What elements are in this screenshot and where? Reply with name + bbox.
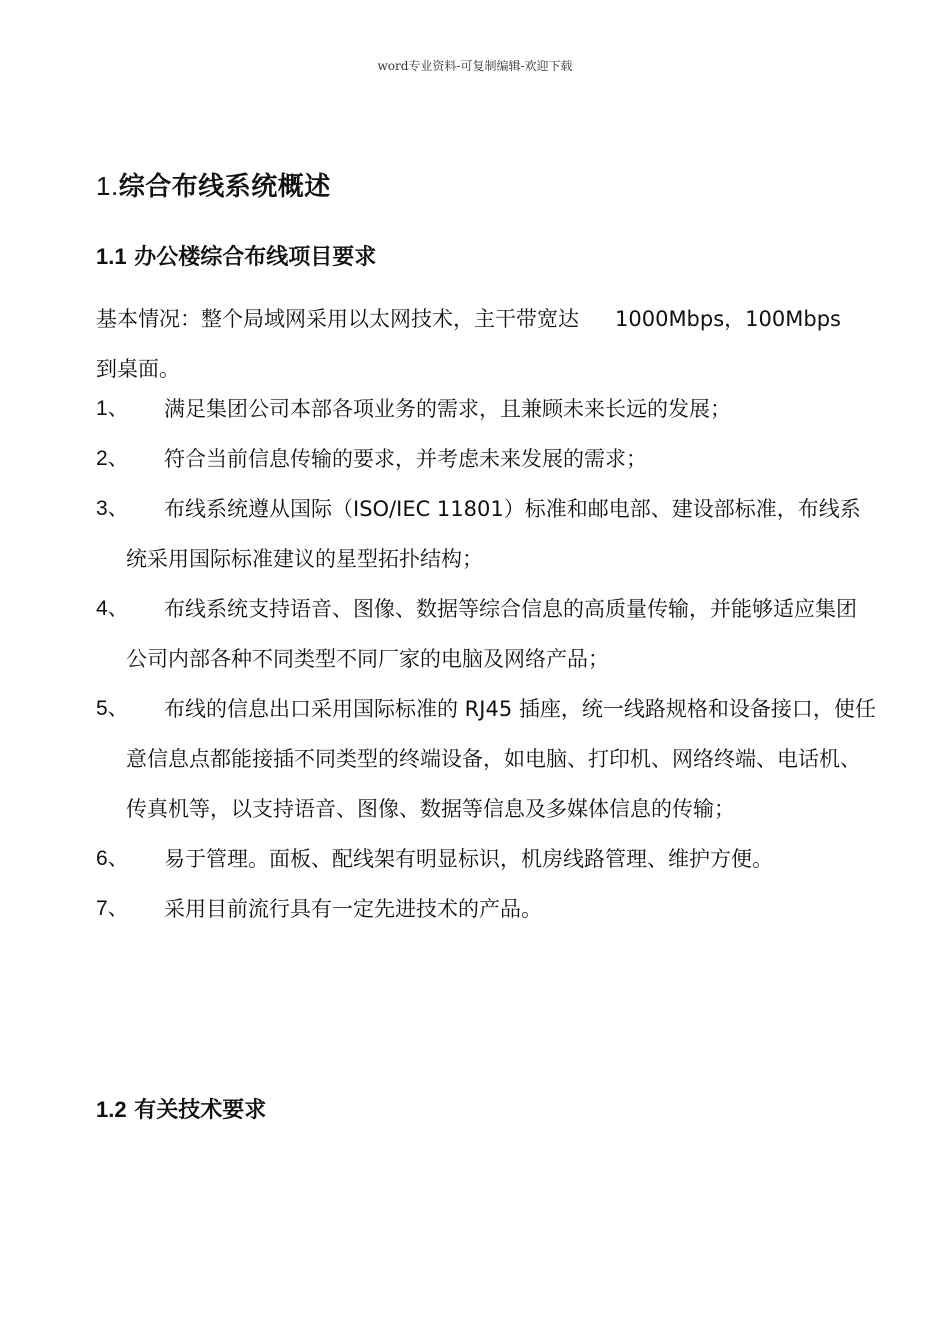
- intro-paragraph: [96, 294, 856, 394]
- list-item: [96, 484, 876, 584]
- section-1-2-heading: [96, 1093, 266, 1124]
- section-1-heading: [96, 166, 331, 203]
- list-item: [96, 834, 876, 884]
- list-item: [96, 884, 876, 934]
- list-item-text: 满足集团公司本部各项业务的需求，且兼顾未来长远的发展；: [164, 397, 731, 421]
- requirements-list: [96, 384, 876, 934]
- list-item-text: 符合当前信息传输的要求，并考虑未来发展的需求；: [164, 447, 647, 471]
- list-item-number: 2、: [96, 447, 129, 470]
- page-header-note: word专业资料-可复制编辑-欢迎下载: [377, 59, 573, 73]
- list-item-number: 7、: [96, 897, 129, 920]
- list-item: [96, 434, 876, 484]
- section-1-2-number: 1.2: [96, 1097, 127, 1122]
- list-item-text: 易于管理。面板、配线架有明显标识，机房线路管理、维护方便。: [164, 847, 773, 871]
- section-1-2-title: 有关技术要求: [126, 1098, 267, 1123]
- list-item-text: 布线的信息出口采用国际标准的 RJ45 插座，统一线路规格和设备接口，使任意信息点都能接插不同类型的终端设备，如电脑、打印机、网络终端、电话机、传真机等，以支持语音、图像、数据等信息及多媒体信息的传输；: [126, 697, 876, 821]
- list-item: [96, 684, 876, 834]
- section-1-number: 1.: [96, 171, 119, 201]
- intro-text-part1: 基本情况：整个局域网采用以太网技术，主干带宽达: [96, 307, 579, 331]
- list-item-text: 采用目前流行具有一定先进技术的产品。: [164, 897, 542, 921]
- list-item-number: 6、: [96, 847, 129, 870]
- list-item: [96, 584, 876, 684]
- list-item-text: 布线系统支持语音、图像、数据等综合信息的高质量传输，并能够适应集团公司内部各种不同类型不同厂家的电脑及网络产品；: [126, 597, 857, 671]
- section-1-1-number: 1.1: [96, 244, 127, 269]
- intro-text-part2: 1000Mbps，100Mbps 到桌面。: [96, 307, 841, 381]
- list-item-number: 3、: [96, 497, 129, 520]
- list-item-number: 1、: [96, 397, 129, 420]
- list-item-number: 5、: [96, 697, 129, 720]
- section-1-title: 综合布线系统概述: [118, 172, 331, 202]
- section-1-1-heading: [96, 240, 376, 271]
- list-item-number: 4、: [96, 597, 129, 620]
- list-item: [96, 384, 876, 434]
- section-1-1-title: 办公楼综合布线项目要求: [126, 245, 377, 270]
- list-item-text: 布线系统遵从国际（ISO/IEC 11801）标准和邮电部、建设部标准，布线系统采用国际标准建议的星型拓扑结构；: [126, 497, 861, 571]
